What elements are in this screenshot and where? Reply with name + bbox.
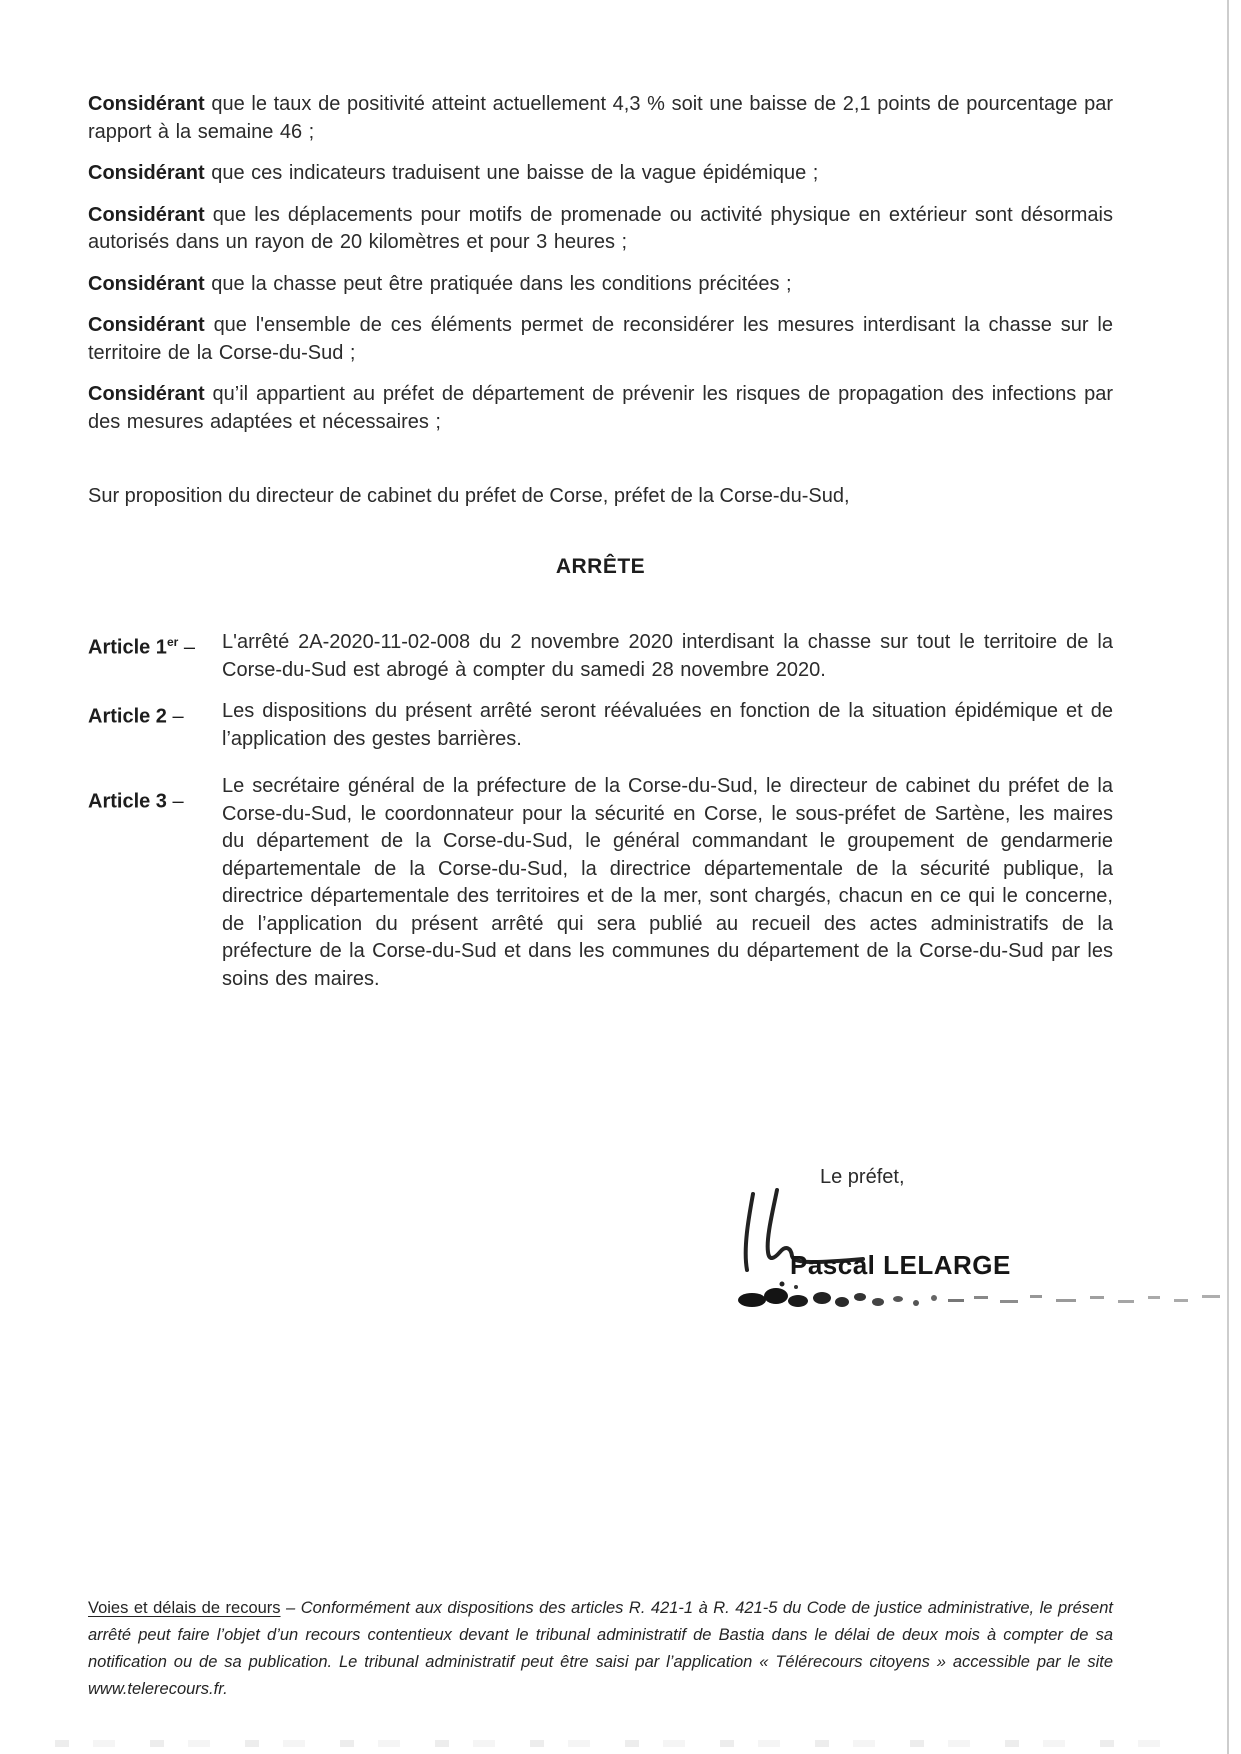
considerant-paragraph: [88, 271, 1113, 299]
considerant-paragraph: [88, 91, 1113, 146]
considerant-paragraph: [88, 381, 1113, 436]
arrete-heading: ARRÊTE: [555, 554, 646, 578]
article-3-label: Article 3 –: [88, 790, 184, 813]
scan-artifact-right-line: [1227, 0, 1229, 1754]
footer-recours-text: – Conformément aux dispositions des articles R. 421-1 à R. 421-5 du Code de justice administrative, le présent arrêté peut faire l’objet d’un recours contentieux devant le tribunal administratif de Bastia dans le délai de deux mois à compter de sa notification ou de sa publication. Le tribunal administratif peut être saisi par l’application « Télérecours citoyens » accessible par le site www.telerecours.fr.: [88, 1598, 1113, 1698]
considerant-label: Considérant: [88, 203, 205, 226]
considerant-text: que ces indicateurs traduisent une baisse de la vague épidémique ;: [211, 162, 819, 184]
article-1: [88, 629, 1113, 684]
article-3-text: Le secrétaire général de la préfecture de la Corse-du-Sud, le directeur de cabinet du préfet de la Corse-du-Sud, le coordonnateur pour la sécurité en Corse, le sous-préfet de Sartène, les maires du département de la Corse-du-Sud, le général commandant le groupement de gendarmerie départementale de la Corse-du-Sud, la directrice départementale de la sécurité publique, la directrice départementale des territoires et de la mer, sont chargés, chacun en ce qui le concerne, de l’application du présent arrêté qui sera publié au recueil des actes administratifs de la préfecture de la Corse-du-Sud et dans les communes du département de la Corse-du-Sud par les soins des maires.: [222, 775, 1113, 990]
article-2-text: Les dispositions du présent arrêté seront réévaluées en fonction de la situation épidémique et de l’application des gestes barrières.: [222, 700, 1113, 750]
article-1-label: Article 1er –: [88, 635, 195, 659]
considerant-label: Considérant: [88, 93, 205, 115]
considerant-label: Considérant: [88, 162, 205, 184]
sur-proposition-line: Sur proposition du directeur de cabinet du préfet de Corse, préfet de la Corse-du-Sud,: [88, 485, 850, 507]
article-dash: –: [166, 790, 184, 813]
considerants-section: [88, 91, 1113, 436]
footer-recours-notice: [88, 1595, 1113, 1703]
considerant-text: que les déplacements pour motifs de promenade ou activité physique en extérieur sont désormais autorisés dans un rayon de 20 kilomètres et pour 3 heures ;: [88, 203, 1113, 253]
footer-recours-label: Voies et délais de recours: [88, 1598, 281, 1617]
article-3: [88, 773, 1113, 993]
considerant-text: qu’il appartient au préfet de département de prévenir les risques de propagation des infections par des mesures adaptées et nécessaires ;: [88, 383, 1113, 433]
article-2: [88, 698, 1113, 753]
signature-title: Le préfet,: [820, 1166, 905, 1188]
article-dash: –: [178, 636, 195, 659]
signature-name: Pascal LELARGE: [790, 1250, 1011, 1280]
scan-artifact-bottom-noise: [55, 1740, 1185, 1747]
considerant-text: que le taux de positivité atteint actuellement 4,3 % soit une baisse de 2,1 points de pourcentage par rapport à la semaine 46 ;: [88, 93, 1113, 143]
considerant-text: que la chasse peut être pratiquée dans les conditions précitées ;: [211, 272, 792, 295]
considerant-paragraph: [88, 202, 1113, 257]
considerant-paragraph: [88, 160, 1113, 188]
article-2-label: Article 2 –: [88, 705, 184, 728]
article-1-text: L'arrêté 2A-2020-11-02-008 du 2 novembre 2020 interdisant la chasse sur tout le territoire de la Corse-du-Sud est abrogé à compter du samedi 28 novembre 2020.: [222, 631, 1113, 681]
considerant-label: Considérant: [88, 383, 205, 405]
article-dash: –: [166, 705, 184, 728]
articles-section: [88, 629, 1113, 993]
considerant-label: Considérant: [88, 314, 205, 336]
considerant-text: que l'ensemble de ces éléments permet de reconsidérer les mesures interdisant la chasse sur le territoire de la Corse-du-Sud ;: [88, 314, 1113, 364]
signature-stamp-smudge-icon: [738, 1280, 1233, 1319]
considerant-paragraph: [88, 312, 1113, 367]
considerant-label: Considérant: [88, 272, 205, 295]
